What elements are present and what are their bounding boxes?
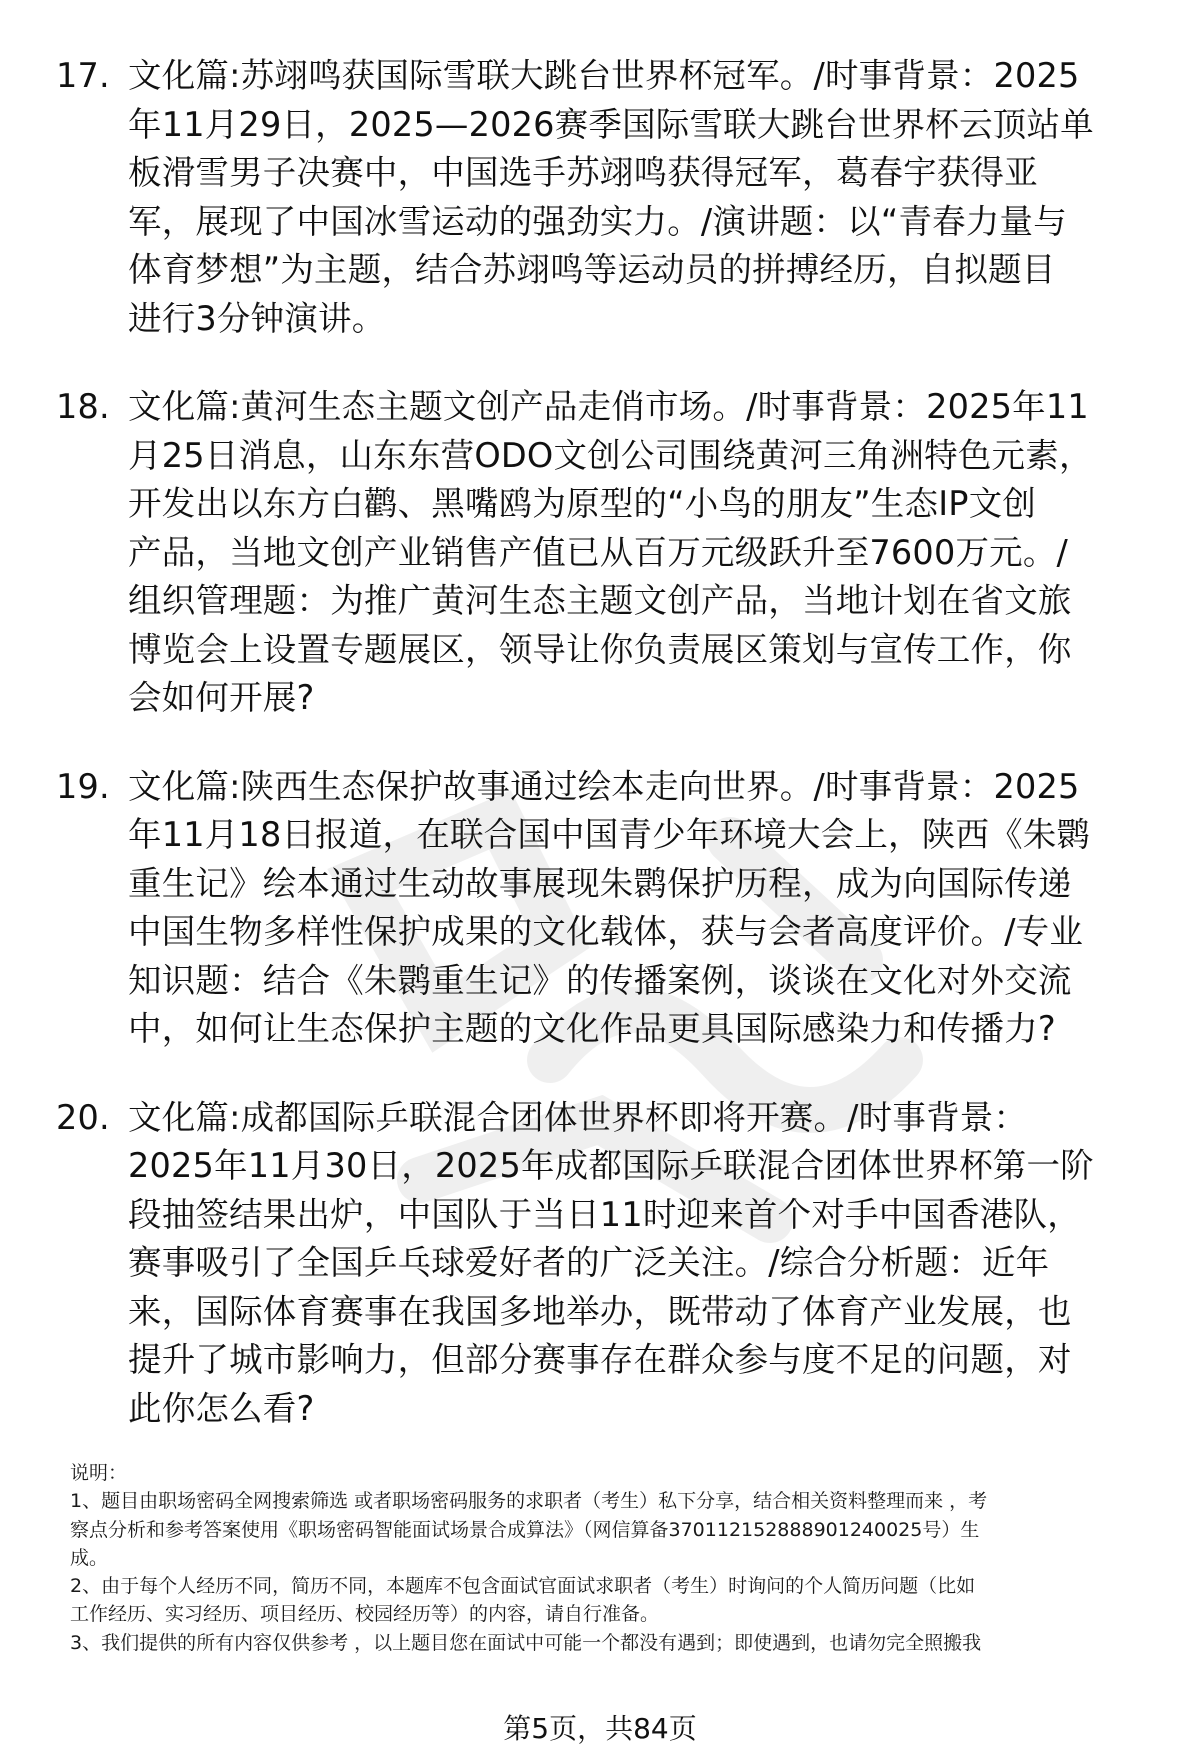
note-item-1: 1、题目由职场密码全网搜索筛选 或者职场密码服务的求职者（考生）私下分享，结合相关资料整理而来 ，考 察点分析和参考答案使用《职场密码智能面试场景合成算法》（网信算备370112152888901240025号）生 成。	[70, 1490, 988, 1569]
notes-heading: 说明：	[70, 1462, 128, 1484]
question-item-17	[56, 52, 1156, 343]
question-item-19	[56, 763, 1156, 1054]
question-text: 文化篇:黄河生态主题文创产品走俏市场。/时事背景：2025年11 月25日消息，山东东营ODO文创公司围绕黄河三角洲特色元素， 开发出以东方白鹳、黑嘴鸥为原型的“小鸟的朋友”生态IP文创 产品，当地文创产业销售产值已从百万元级跃升至7600万元。/ 组织管理题：为推广黄河生态主题文创产品，当地计划在省文旅 博览会上设置专题展区，领导让你负责展区策划与宣传工作，你 会如何开展?	[128, 387, 1093, 717]
question-number: 19.	[56, 766, 110, 806]
question-number: 18.	[56, 387, 110, 426]
question-text: 文化篇:成都国际乒联混合团体世界杯即将开赛。/时事背景： 2025年11月30日，2025年成都国际乒联混合团体世界杯第一阶 段抽签结果出炉，中国队于当日11时迎来首个对手中国香港队， 赛事吸引了全国乒乓球爱好者的广泛关注。/综合分析题：近年 来，国际体育赛事在我国多地举办，既带动了体育产业发展，也 提升了城市影响力，但部分赛事存在群众参与度不足的问题，对 此你怎么看?	[128, 1097, 1094, 1428]
page-number-footer: 第5页，共84页	[503, 1712, 697, 1745]
question-item-20	[56, 1094, 1156, 1434]
question-list	[56, 52, 1156, 1473]
question-item-18	[56, 383, 1156, 723]
question-number: 17.	[56, 56, 110, 95]
question-text: 文化篇:陕西生态保护故事通过绘本走向世界。/时事背景：2025 年11月18日报道，在联合国中国青少年环境大会上，陕西《朱鹮 重生记》绘本通过生动故事展现朱鹮保护历程，成为向国际传递 中国生物多样性保护成果的文化载体，获与会者高度评价。/专业 知识题：结合《朱鹮重生记》的传播案例，谈谈在文化对外交流 中，如何让生态保护主题的文化作品更具国际感染力和传播力?	[128, 766, 1091, 1048]
question-number: 20.	[56, 1097, 110, 1137]
note-item-2: 2、由于每个人经历不同，简历不同，本题库不包含面试官面试求职者（考生）时询问的个人简历问题（比如 工作经历、实习经历、项目经历、校园经历等）的内容，请自行准备。	[70, 1575, 976, 1626]
note-item-3: 3、我们提供的所有内容仅供参考 ，以上题目您在面试中可能一个都没有遇到；即使遇到，也请勿完全照搬我	[70, 1631, 982, 1654]
question-text: 文化篇:苏翊鸣获国际雪联大跳台世界杯冠军。/时事背景：2025 年11月29日，2025—2026赛季国际雪联大跳台世界杯云顶站单 板滑雪男子决赛中，中国选手苏翊鸣获得冠军，葛春宇获得亚 军，展现了中国冰雪运动的强劲实力。/演讲题：以“青春力量与 体育梦想”为主题，结合苏翊鸣等运动员的拼搏经历，自拟题目 进行3分钟演讲。	[128, 56, 1094, 338]
notes-section	[70, 1459, 1155, 1657]
